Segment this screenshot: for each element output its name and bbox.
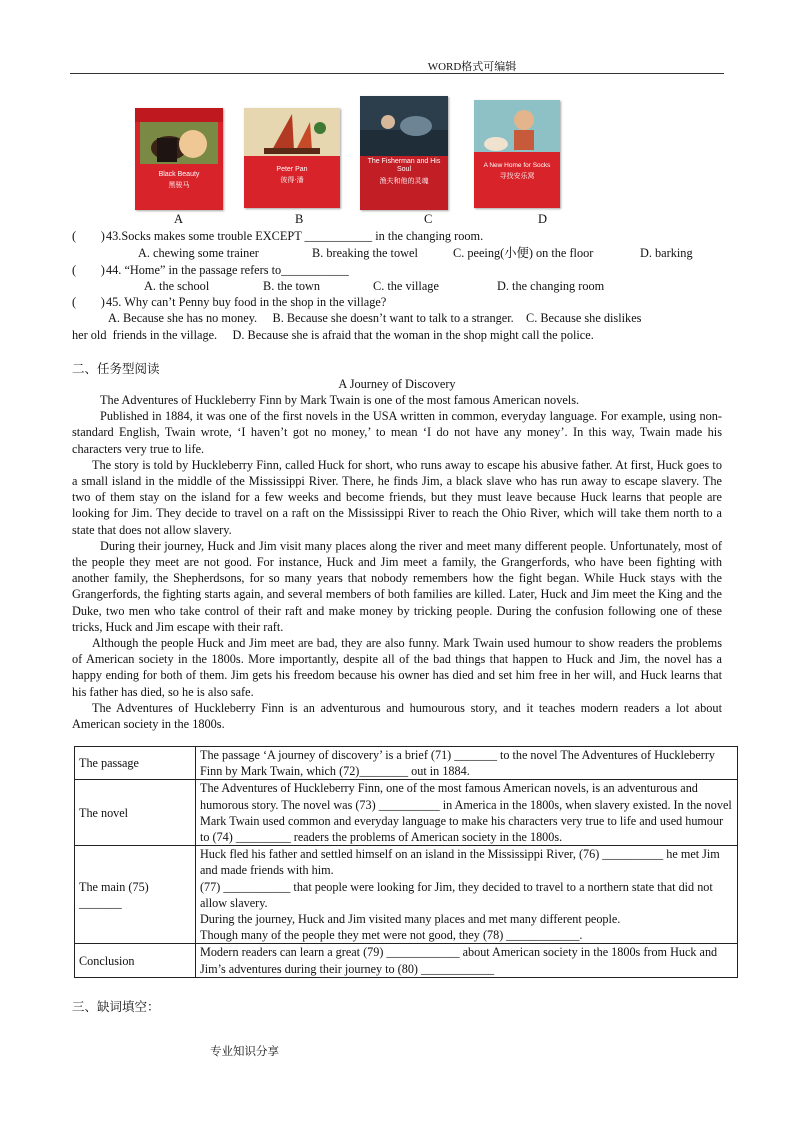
table-row [75,780,738,846]
q44-stem: 44. “Home” in the passage refers to___________ [106,263,349,277]
passage-paragraph-4: During their journey, Huck and Jim visit many places along the river and meet many different people. Unfortunately, most of the people they meet are not good. For instance, Huck and Jim meet a family, the Grangerfords, who have been fighting with another family, the Shepherdsons, for so many years that nobody remembers how the fight began. While Huck stays with the Grangerfords, the fighting starts again, and several members of both families are killed. Later, Huck and Jim meet the King and the Duke, two men who take control of their raft and make money by tricking people. During the confusion following one of these tricks, Huck and Jim escape with their raft. [72,538,722,634]
q43-option-a: A. chewing some trainer [138,246,259,260]
q44-option-c: C. the village [373,279,439,293]
section3-heading: 三、缺词填空： [72,999,160,1014]
girl-dog-illustration-icon [474,100,560,208]
horse-illustration-icon [135,108,223,210]
row-content-line: Though many of the people they met were not good, they (78) ____________. [200,928,583,943]
row-content: The Adventures of Huckleberry Finn, one of the most famous American novels, is an adventurous and humorous story. The novel was (73) __________ in America in the 1800s, when slavery existed. In the novel Mark Twain used common and everyday language to make his characters very true to life and used humour to (74) _________ readers the problems of American society in the 1800s. [196,780,738,846]
q45-options-line1: A. Because she has no money. B. Because she doesn’t want to talk to a stranger. C. Because she dislikes [108,311,642,325]
row-content-line: Huck fled his father and settled himself on an island in the Mississippi River, (76) __________ he met Jim and made friends with him. [200,847,720,878]
row-content [196,846,738,944]
book-cover-b [244,108,340,208]
q45-options-line2: her old friends in the village. D. Because she is afraid that the woman in the shop might call the police. [72,328,594,342]
book-label-b: B [295,212,304,226]
q43-prefix: ( ) [72,229,105,243]
q44-option-a: A. the school [144,279,210,293]
passage-paragraph-1: The Adventures of Huckleberry Finn by Mark Twain is one of the most famous American novels. [100,393,580,407]
q43-stem: 43.Socks makes some trouble EXCEPT ___________ in the changing room. [106,229,484,243]
book-cover-a [135,108,223,210]
row-content-line: (77) ___________ that people were looking for Jim, they decided to travel to a northern state that did not allow slavery. [200,879,713,910]
page-footer: 专业知识分享 [210,1046,279,1058]
book-label-c: C [424,212,433,226]
row-label: The passage [75,747,196,780]
passage-paragraph-5: Although the people Huck and Jim meet are bad, they are also funny. Mark Twain used humour to show readers the problems of American society in the 1800s. More importantly, despite all of the bad things that happen to Huck and Jim, the novel has a happy ending for both of them. Jim gets his freedom because his owner has died and set him free in her will, and Huck learns that his father has died, so he is also safe. [72,636,722,699]
book-cover-d [474,100,560,208]
row-label: Conclusion [75,944,196,977]
passage-body [72,392,722,732]
q44-option-b: B. the town [263,279,321,293]
book-covers [0,96,794,226]
q44-option-d: D. the changing room [497,279,605,293]
table-row [75,944,738,977]
section2-heading: 二、任务型阅读 [72,361,160,376]
q43-option-b: B. breaking the towel [312,246,418,260]
page-header: WORD格式可编辑 [70,58,724,74]
passage-title: A Journey of Discovery [338,377,456,391]
passage-paragraph-6: The Adventures of Huckleberry Finn is an adventurous and humourous story, and it teaches modern readers a lot about American society in the 1800s. [72,700,722,732]
q44-prefix: ( ) [72,263,105,277]
task-table [74,746,738,978]
book-title-en: Peter Pan [276,166,308,173]
row-content: The passage ‘A journey of discovery’ is a brief (71) _______ to the novel The Adventures of Huckleberry Finn by Mark Twain, which (72)________ out in 1884. [196,747,738,780]
passage-paragraph-2: Published in 1884, it was one of the first novels in the USA written in common, everyday language. For example, using non-standard English, Twain wrote, ‘I haven’t got no money,’ to mean ‘I do not have any money’. In this way, Twain made his characters very true to life. [72,409,722,456]
q43-option-d: D. barking [640,246,693,260]
row-label: The main (75) _______ [75,846,196,944]
book-cover-c [360,96,448,210]
book-label-a: A [174,212,184,226]
table-row [75,846,738,944]
ship-illustration-icon [244,108,340,208]
book-title-cn: 寻找安乐窝 [499,172,535,180]
book-title-cn: 黑骏马 [168,181,190,189]
book-title-cn: 渔夫和他的灵魂 [379,177,429,185]
book-label-d: D [538,212,548,226]
row-label: The novel [75,780,196,846]
row-content-line: During the journey, Huck and Jim visited many places and met many different people. [200,912,621,927]
fisherman-illustration-icon [360,96,448,210]
row-content: Modern readers can learn a great (79) ____________ about American society in the 1800s from Huck and Jim’s adventures during their journey to (80) ____________ [196,944,738,977]
book-title-cn: 彼得·潘 [280,176,304,184]
book-title-en: A New Home for Socks [483,162,551,169]
q45-prefix: ( ) [72,295,105,309]
book-title-en: Black Beauty [158,171,200,178]
book-title-en: The Fisherman and His Soul [367,158,441,173]
q45-stem: 45. Why can’t Penny buy food in the shop in the village? [106,295,387,309]
table-row [75,747,738,780]
q43-option-c: C. peeing(小便) on the floor [453,246,594,260]
passage-paragraph-3: The story is told by Huckleberry Finn, called Huck for short, who runs away to escape his abusive father. At first, Huck goes to a small island in the middle of the Mississippi River. There, he finds Jim, a black slave who has run away to escape slavery. The two of them stay on the island for a few weeks and become friends, but they must leave because Huck learns that people are looking for Jim. They decide to travel on a raft on the Mississippi River to reach the Ohio River, which will take them north to a state that does not allow slavery. [72,457,722,537]
